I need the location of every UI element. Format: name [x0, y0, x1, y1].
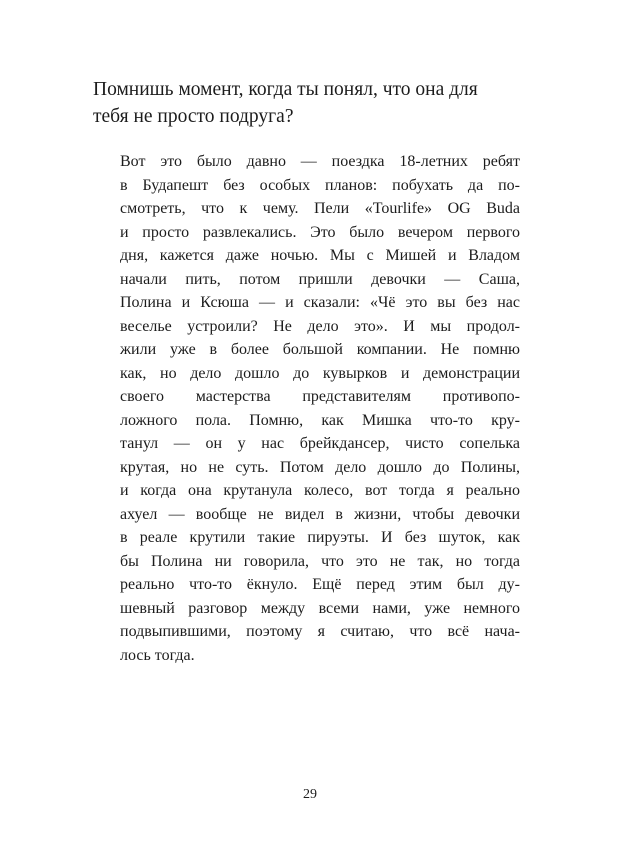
- answer-line: Полина и Ксюша — и сказали: «Чё это вы без нас: [120, 294, 520, 311]
- answer-line: подвыпившими, поэтому я считаю, что всё нача-: [120, 623, 520, 640]
- answer-line: ахуел — вообще не видел в жизни, чтобы девочки: [120, 505, 520, 523]
- answer-line: ложного пола. Помню, как Мишка что-то кру-: [120, 411, 520, 429]
- answer-line: смотреть, что к чему. Пели «Tourlife» OG Buda: [120, 200, 520, 217]
- answer-line: реально что-то ёкнуло. Ещё перед этим был ду-: [120, 576, 520, 593]
- question-heading: [93, 76, 523, 130]
- page-number: 29: [303, 787, 317, 802]
- answer-line: в реале крутили такие пируэты. И без шуток, как: [120, 529, 520, 546]
- answer-line: своего мастерства представителям противопо-: [120, 388, 520, 405]
- answer-line: как, но дело дошло до кувырков и демонстрации: [120, 364, 520, 382]
- answer-line: лось тогда.: [120, 646, 195, 664]
- answer-line: танул — он у нас брейкдансер, чисто сопелька: [120, 435, 520, 452]
- answer-line: Вот это было давно — поездка 18-летних ребят: [120, 153, 520, 170]
- answer-line: и когда она крутанула колесо, вот тогда я реально: [120, 482, 520, 499]
- answer-line: дня, кажется даже ночью. Мы с Мишей и Владом: [120, 247, 520, 264]
- answer-line: и просто развлекались. Это было вечером первого: [120, 223, 520, 241]
- answer-line: крутая, но не суть. Потом дело дошло до Полины,: [120, 458, 520, 476]
- answer-line: в Будапешт без особых планов: побухать да по-: [120, 176, 520, 194]
- answer-line: шевный разговор между всеми нами, уже немного: [120, 599, 520, 617]
- question-line: тебя не просто подруга?: [93, 106, 294, 127]
- question-line: Помнишь момент, когда ты понял, что она для: [93, 79, 478, 100]
- answer-line: веселье устроили? Не дело это». И мы продол-: [120, 317, 520, 335]
- answer-line: бы Полина ни говорила, что это не так, но тогда: [120, 552, 520, 570]
- answer-paragraph: [120, 150, 520, 667]
- answer-line: начали пить, потом пришли девочки — Саша,: [120, 270, 520, 288]
- answer-line: жили уже в более большой компании. Не помню: [120, 341, 520, 358]
